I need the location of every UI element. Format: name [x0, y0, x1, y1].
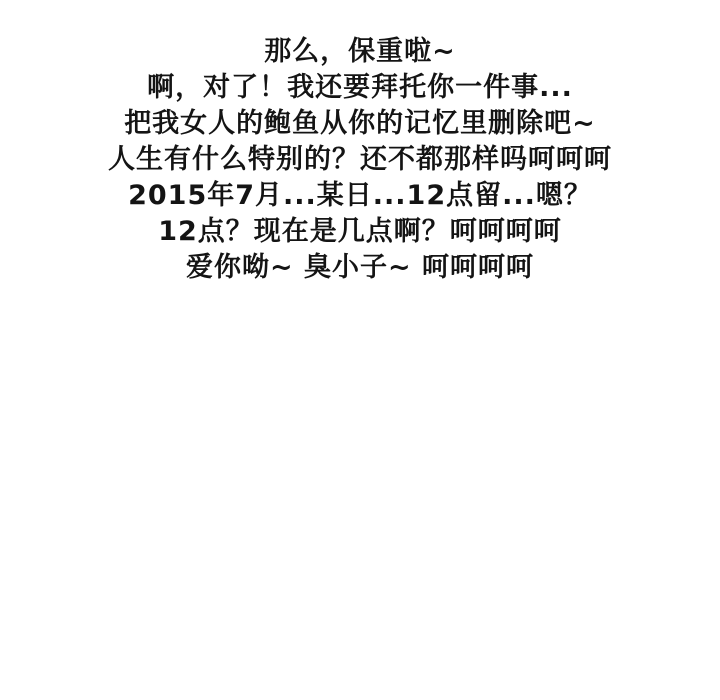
dialogue-line: 那么，保重啦~ [264, 36, 456, 67]
dialogue-line: 2015年7月...某日...12点留...嗯？ [128, 180, 592, 211]
dialogue-line: 12点？现在是几点啊？呵呵呵呵 [158, 216, 562, 247]
dialogue-line: 人生有什么特别的？还不都那样吗呵呵呵 [108, 144, 612, 175]
dialogue-text-block [0, 34, 720, 286]
dialogue-line: 爱你呦~ 臭小子~ 呵呵呵呵 [185, 252, 535, 283]
dialogue-line: 把我女人的鲍鱼从你的记忆里删除吧~ [124, 108, 596, 139]
dialogue-line: 啊，对了！我还要拜托你一件事... [147, 72, 573, 103]
